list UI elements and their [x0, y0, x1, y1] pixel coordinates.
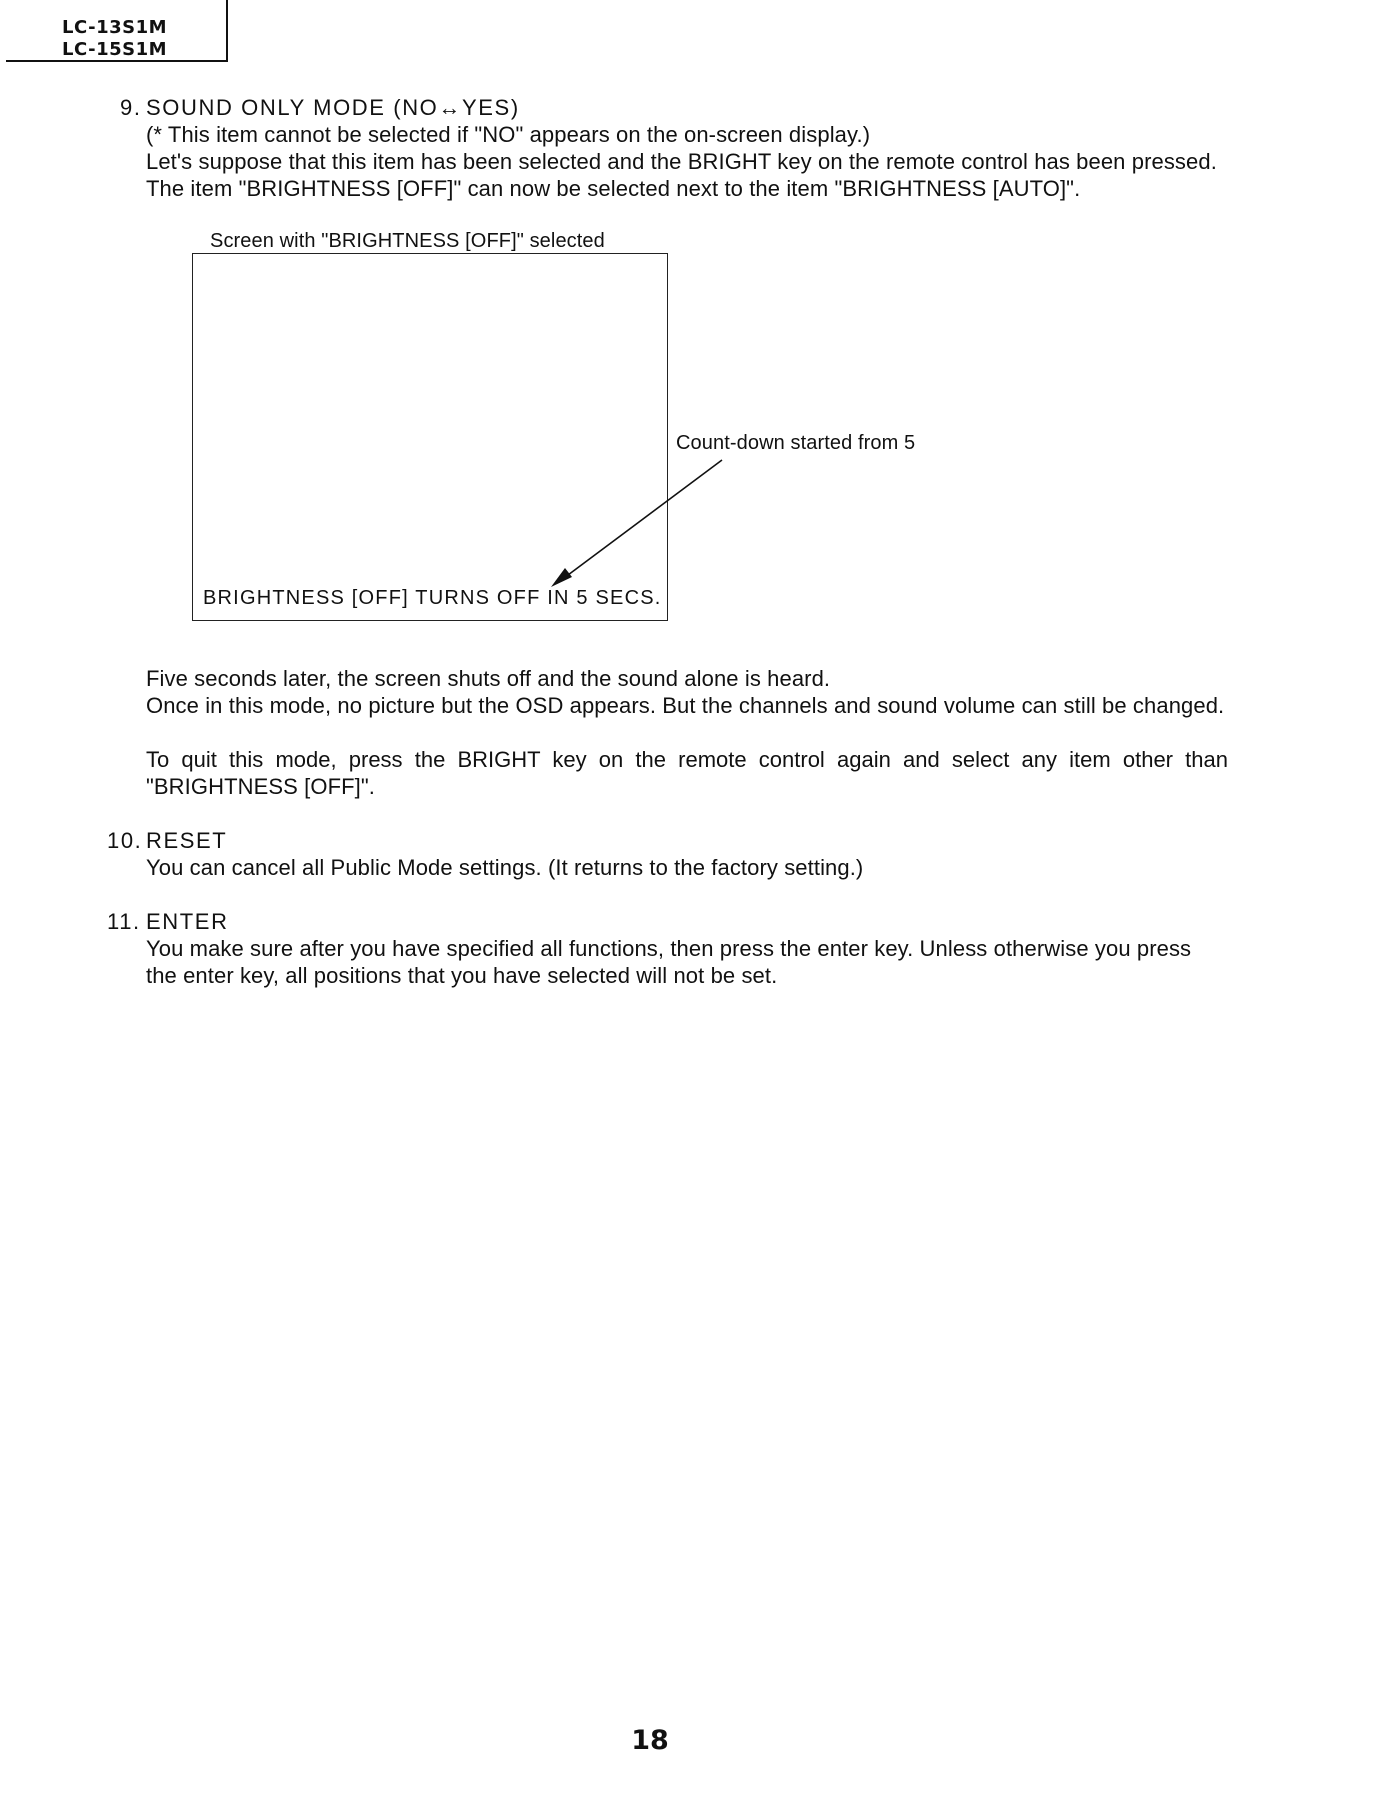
section-9-note: (* This item cannot be selected if "NO" appears on the on-screen display.)	[146, 122, 871, 147]
osd-message: BRIGHTNESS [OFF] TURNS OFF IN 5 SECS.	[203, 587, 662, 609]
section-10-title: RESET	[146, 828, 228, 853]
section-9-para-2-line-1: To quit this mode, press the BRIGHT key on the remote control again and select any item other than	[146, 747, 1228, 772]
model-number-1: LC-13S1M	[62, 17, 168, 38]
figure-caption: Screen with "BRIGHTNESS [OFF]" selected	[210, 230, 605, 252]
section-9-number: 9.	[120, 95, 142, 120]
section-9-title: SOUND ONLY MODE (NO↔YES)	[146, 95, 520, 120]
model-number-2: LC-15S1M	[62, 39, 168, 60]
section-10-text: You can cancel all Public Mode settings. (It returns to the factory setting.)	[146, 855, 864, 880]
section-9-para-2-line-2: "BRIGHTNESS [OFF]".	[146, 774, 375, 799]
section-9-text-line-1: Let's suppose that this item has been selected and the BRIGHT key on the remote control has been pressed.	[146, 149, 1217, 174]
section-11-text-line-2: the enter key, all positions that you have selected will not be set.	[146, 963, 778, 988]
section-9-para-1-line-2: Once in this mode, no picture but the OSD appears. But the channels and sound volume can still be changed.	[146, 693, 1225, 718]
section-11-number: 11.	[107, 909, 141, 934]
section-11-title: ENTER	[146, 909, 229, 934]
callout-label: Count-down started from 5	[676, 432, 916, 454]
tv-screen-illustration	[192, 253, 668, 621]
section-11-text-line-1: You make sure after you have specified all functions, then press the enter key. Unless otherwise you press	[146, 936, 1192, 961]
section-9-text-line-2: The item "BRIGHTNESS [OFF]" can now be selected next to the item "BRIGHTNESS [AUTO]".	[146, 176, 1081, 201]
section-10-number: 10.	[107, 828, 143, 853]
page-number: 18	[631, 1725, 669, 1756]
section-9-para-1-line-1: Five seconds later, the screen shuts off and the sound alone is heard.	[146, 666, 831, 691]
